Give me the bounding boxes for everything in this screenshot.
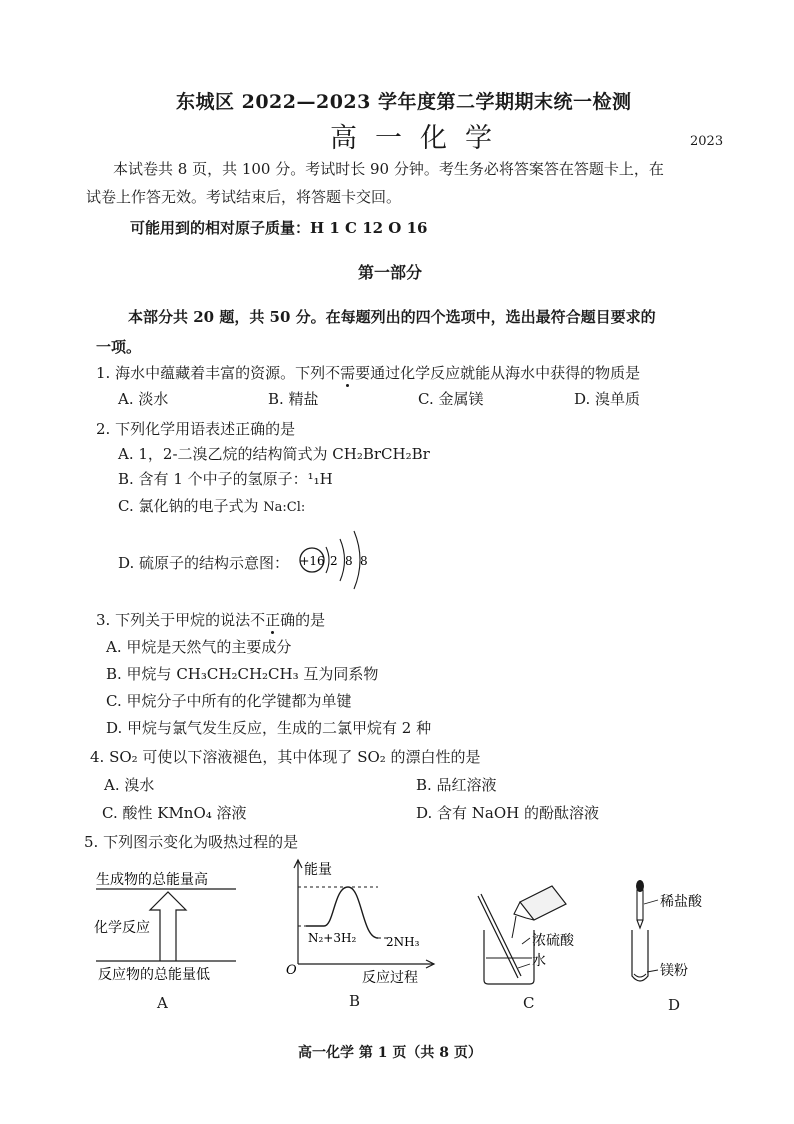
nacl-electron-formula: Na:Cl: bbox=[263, 500, 306, 515]
figA-mid-label: 化学反应 bbox=[94, 920, 150, 936]
acid-pointer bbox=[522, 938, 530, 944]
q3-stem: 3. 下列关于甲烷的说法不正确的是 bbox=[96, 611, 326, 629]
q1-emphasis: 不需要 bbox=[325, 364, 371, 382]
q1-option-d: D. 溴单质 bbox=[574, 390, 641, 408]
section-instructions-2: 一项。 bbox=[96, 338, 142, 356]
figB-ylabel: 能量 bbox=[304, 862, 332, 878]
section-title: 第一部分 bbox=[358, 263, 423, 282]
figB-reactants: N₂+3H₂ bbox=[308, 931, 357, 945]
electron-shell-1 bbox=[326, 547, 329, 573]
q2-option-d-label: D. 硫原子的结构示意图： bbox=[118, 554, 290, 572]
test-tube bbox=[632, 930, 648, 981]
exam-title: 东城区 2022—2023 学年度第二学期期末统一检测 bbox=[176, 91, 632, 113]
figA-bottom-label: 反应物的总能量低 bbox=[98, 967, 210, 983]
q1-option-c: C. 金属镁 bbox=[418, 390, 484, 408]
q1-option-b: B. 精盐 bbox=[268, 390, 319, 408]
q3-option-b: B. 甲烷与 CH₃CH₂CH₂CH₃ 互为同系物 bbox=[106, 665, 379, 683]
page-footer: 高一化学 第 1 页（共 8 页） bbox=[298, 1045, 482, 1061]
nucleus-charge: +16 bbox=[299, 554, 325, 568]
shell-1-count: 2 bbox=[330, 554, 338, 568]
figure-c-label: C bbox=[523, 994, 535, 1012]
q3-option-a: A. 甲烷是天然气的主要成分 bbox=[106, 638, 292, 656]
dropper-tube bbox=[637, 890, 643, 920]
figure-d-test-tube bbox=[622, 876, 732, 986]
q2-stem: 2. 下列化学用语表述正确的是 bbox=[96, 420, 296, 438]
water-pointer bbox=[518, 964, 530, 968]
q2-option-c: C. 氯化钠的电子式为 Na:Cl: bbox=[118, 497, 306, 515]
reagent-bottle bbox=[520, 886, 566, 920]
beaker bbox=[484, 930, 534, 984]
q2-option-b: B. 含有 1 个中子的氢原子：¹₁H bbox=[118, 470, 333, 488]
q5-stem: 5. 下列图示变化为吸热过程的是 bbox=[84, 833, 299, 851]
shell-2-count: 8 bbox=[345, 554, 353, 568]
figure-a-energy-diagram bbox=[84, 864, 244, 989]
figB-products: 2NH₃ bbox=[386, 935, 420, 949]
q4-option-b: B. 品红溶液 bbox=[416, 776, 497, 794]
figure-d-label: D bbox=[668, 996, 681, 1014]
q3-option-c: C. 甲烷分子中所有的化学键都为单键 bbox=[106, 692, 352, 710]
acid-pointer bbox=[644, 900, 658, 904]
electron-shell-2 bbox=[340, 539, 345, 581]
q2-option-a: A. 1，2-二溴乙烷的结构简式为 CH₂BrCH₂Br bbox=[118, 445, 430, 463]
sulfur-atom-diagram bbox=[292, 515, 382, 605]
figure-b-energy-profile bbox=[282, 856, 442, 986]
atomic-mass-line: 可能用到的相对原子质量：H 1 C 12 O 16 bbox=[130, 219, 428, 237]
dropper-tip bbox=[637, 920, 643, 928]
intro-line-1: 本试卷共 8 页，共 100 分。考试时长 90 分钟。考生务必将答案答在答题卡上，在 bbox=[113, 160, 664, 178]
powder bbox=[634, 974, 646, 977]
intro-line-2: 试卷上作答无效。考试结束后，将答题卡交回。 bbox=[86, 188, 402, 206]
figure-a-label: A bbox=[157, 994, 168, 1012]
section-instructions-1: 本部分共 20 题，共 50 分。在每题列出的四个选项中，选出最符合题目要求的 bbox=[128, 308, 656, 326]
metal-pointer bbox=[647, 970, 658, 972]
shell-3-count: 8 bbox=[360, 554, 368, 568]
figC-water-label: 水 bbox=[532, 953, 546, 969]
year-label: 2023 bbox=[690, 134, 724, 149]
glass-rod-edge bbox=[481, 894, 521, 976]
acid-stream bbox=[512, 916, 516, 938]
figB-origin: O bbox=[286, 963, 297, 978]
figD-acid-label: 稀盐酸 bbox=[660, 894, 702, 910]
q4-option-d: D. 含有 NaOH 的酚酞溶液 bbox=[416, 804, 600, 822]
q4-option-c: C. 酸性 KMnO₄ 溶液 bbox=[102, 804, 247, 822]
q1-option-a: A. 淡水 bbox=[118, 390, 169, 408]
hydrogen-isotope: ¹₁H bbox=[307, 470, 333, 488]
figD-metal-label: 镁粉 bbox=[660, 963, 688, 979]
q3-emphasis: 不正确 bbox=[250, 611, 296, 629]
subject-title: 高一化学 bbox=[330, 123, 510, 154]
figB-xlabel: 反应过程 bbox=[362, 970, 418, 986]
q3-option-d: D. 甲烷与氯气发生反应，生成的二氯甲烷有 2 种 bbox=[106, 719, 432, 737]
up-arrow bbox=[150, 892, 186, 961]
q1-stem: 1. 海水中蕴藏着丰富的资源。下列不需要通过化学反应就能从海水中获得的物质是 bbox=[96, 364, 641, 382]
figure-c-dilution-apparatus bbox=[470, 872, 610, 987]
q4-option-a: A. 溴水 bbox=[104, 776, 155, 794]
figure-b-label: B bbox=[349, 992, 361, 1010]
figA-top-label: 生成物的总能量高 bbox=[96, 872, 208, 888]
q4-stem: 4. SO₂ 可使以下溶液褪色，其中体现了 SO₂ 的漂白性的是 bbox=[90, 748, 481, 766]
figC-acid-label: 浓硫酸 bbox=[532, 933, 574, 949]
